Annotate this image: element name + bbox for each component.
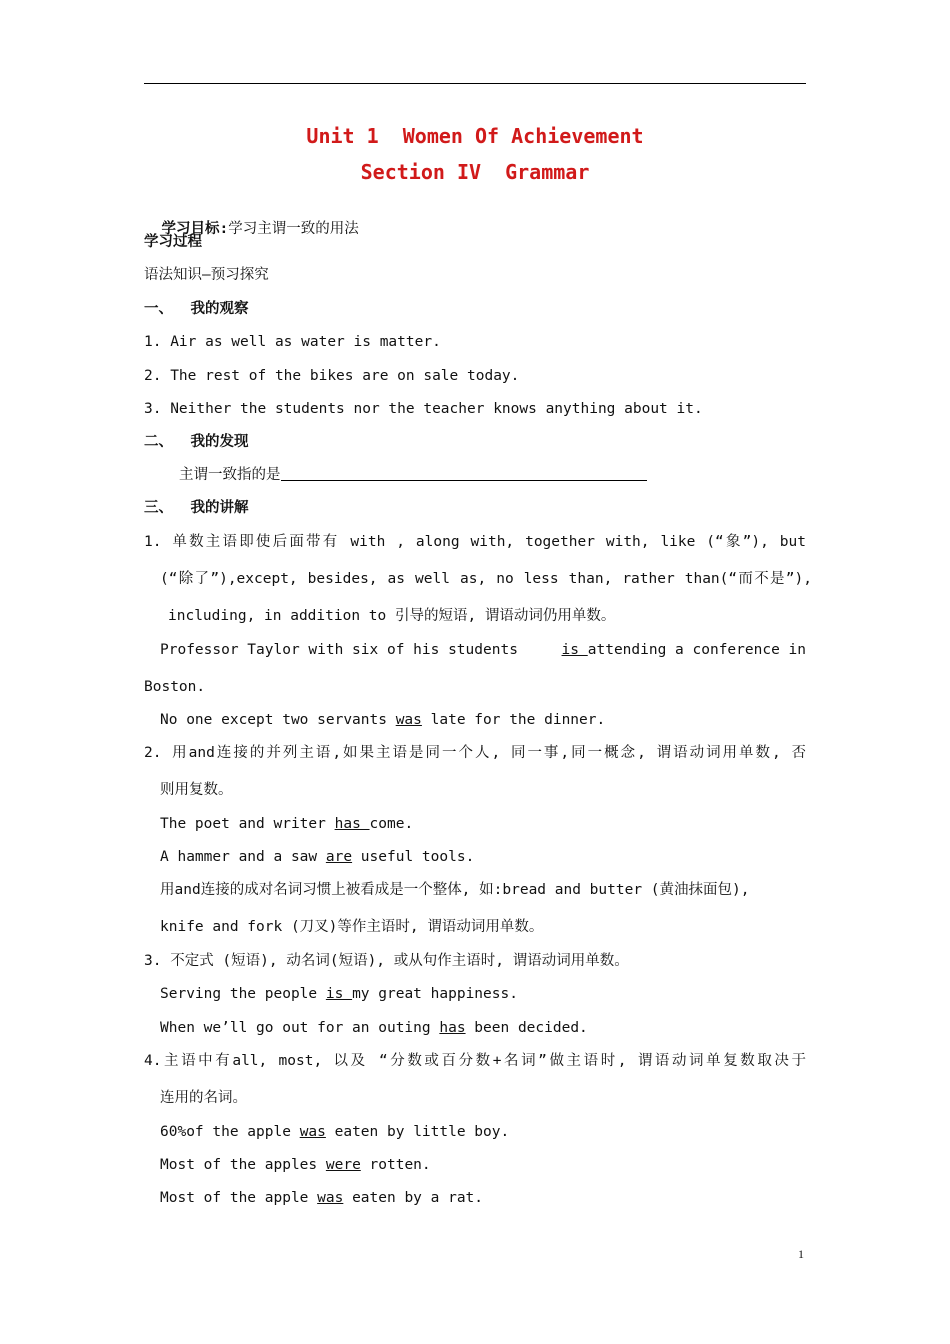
section-2-heading (144, 432, 248, 452)
header-rule (144, 83, 806, 84)
observation-item: 3. Neither the students nor the teacher knows anything about it. (144, 401, 703, 417)
objective-label: 学习目标: (161, 221, 229, 237)
rule-1-example-1-cont: Boston. (144, 679, 206, 695)
example-text: No one except two servants (160, 712, 396, 728)
example-verb: is (325, 986, 353, 1002)
rule-2-note-2: knife and fork (刀叉)等作主语时, 谓语动词用单数。 (160, 919, 544, 935)
title-line-1: Unit 1 Women Of Achievement (306, 124, 644, 148)
example-text: A hammer and a saw (160, 849, 326, 865)
observation-item: 2. The rest of the bikes are on sale today. (144, 368, 520, 384)
section-1-heading (144, 299, 248, 319)
rule-1-line-1: 1. 单数主语即使后面带有 with , along with, together with, like (“象”), but (144, 534, 806, 550)
example-text: rotten. (360, 1157, 431, 1173)
objective-text: 学习主谓一致的用法 (228, 221, 359, 237)
grammar-heading: 语法知识—预习探究 (144, 267, 269, 283)
section-3-heading (144, 498, 248, 518)
example-verb: is (561, 642, 588, 658)
example-text: Serving the people (160, 986, 326, 1002)
example-text: Most of the apples (160, 1157, 326, 1173)
section-3-title: 我的讲解 (190, 500, 249, 516)
example-text: attending a conference in (587, 642, 806, 658)
page-number: 1 (798, 1247, 804, 1261)
section-3-number: 三、 (144, 500, 173, 516)
example-text: come. (369, 816, 414, 832)
rule-2-line-1: 2. 用and连接的并列主语,如果主语是同一个人, 同一事,同一概念, 谓语动词用单数, 否 (144, 745, 806, 761)
example-text: useful tools. (352, 849, 475, 865)
rule-4-example-1 (160, 1122, 509, 1142)
example-text: my great happiness. (352, 986, 518, 1002)
section-2-number: 二、 (144, 434, 173, 450)
example-text: When we’ll go out for an outing (160, 1020, 440, 1036)
rule-1-example-2 (160, 710, 605, 730)
discovery-prompt (179, 465, 647, 485)
process-heading: 学习过程 (144, 234, 202, 250)
example-verb: were (325, 1157, 361, 1173)
rule-3-line-1: 3. 不定式 (短语), 动名词(短语), 或从句作主语时, 谓语动词用单数。 (144, 953, 629, 969)
rule-2-example-2 (160, 847, 474, 867)
example-verb: was (317, 1190, 344, 1206)
rule-3-example-1 (160, 984, 518, 1004)
example-text: eaten by little boy. (325, 1124, 510, 1140)
example-verb: has (439, 1020, 466, 1036)
example-verb: was (395, 712, 422, 728)
rule-2-line-2: 则用复数。 (160, 782, 233, 798)
example-verb: are (325, 849, 353, 865)
rule-1-example-1 (160, 640, 806, 660)
example-text: Most of the apple (160, 1190, 318, 1206)
section-1-number: 一、 (144, 301, 173, 317)
rule-4-example-3 (160, 1188, 483, 1208)
rule-3-example-2 (160, 1018, 588, 1038)
section-2-title: 我的发现 (190, 434, 249, 450)
example-text: late for the dinner. (421, 712, 606, 728)
example-verb: has (334, 816, 370, 832)
example-text: The poet and writer (160, 816, 335, 832)
example-text: Professor Taylor with six of his students (160, 642, 518, 658)
rule-4-line-2: 连用的名词。 (160, 1090, 247, 1106)
rule-4-example-2 (160, 1155, 431, 1175)
example-text: 60%of the apple (160, 1124, 300, 1140)
rule-1-line-2: (“除了”),except, besides, as well as, no less than, rather than(“而不是”), (160, 571, 812, 587)
observation-item: 1. Air as well as water is matter. (144, 334, 441, 350)
rule-2-note-1: 用and连接的成对名词习惯上被看成是一个整体, 如:bread and butter (黄油抹面包), (160, 882, 750, 898)
rule-2-example-1 (160, 814, 413, 834)
title-line-2: Section IV Grammar (360, 160, 590, 184)
section-1-title: 我的观察 (190, 301, 249, 317)
discovery-prompt-text: 主谓一致指的是 (179, 467, 281, 483)
answer-blank[interactable] (281, 466, 647, 481)
example-text: been decided. (465, 1020, 588, 1036)
example-verb: was (299, 1124, 326, 1140)
example-text: eaten by a rat. (343, 1190, 484, 1206)
rule-4-line-1: 4.主语中有all, most, 以及 “分数或百分数+名词”做主语时, 谓语动词单复数取决于 (144, 1053, 806, 1069)
rule-1-line-3: including, in addition to 引导的短语, 谓语动词仍用单数。 (168, 608, 616, 624)
